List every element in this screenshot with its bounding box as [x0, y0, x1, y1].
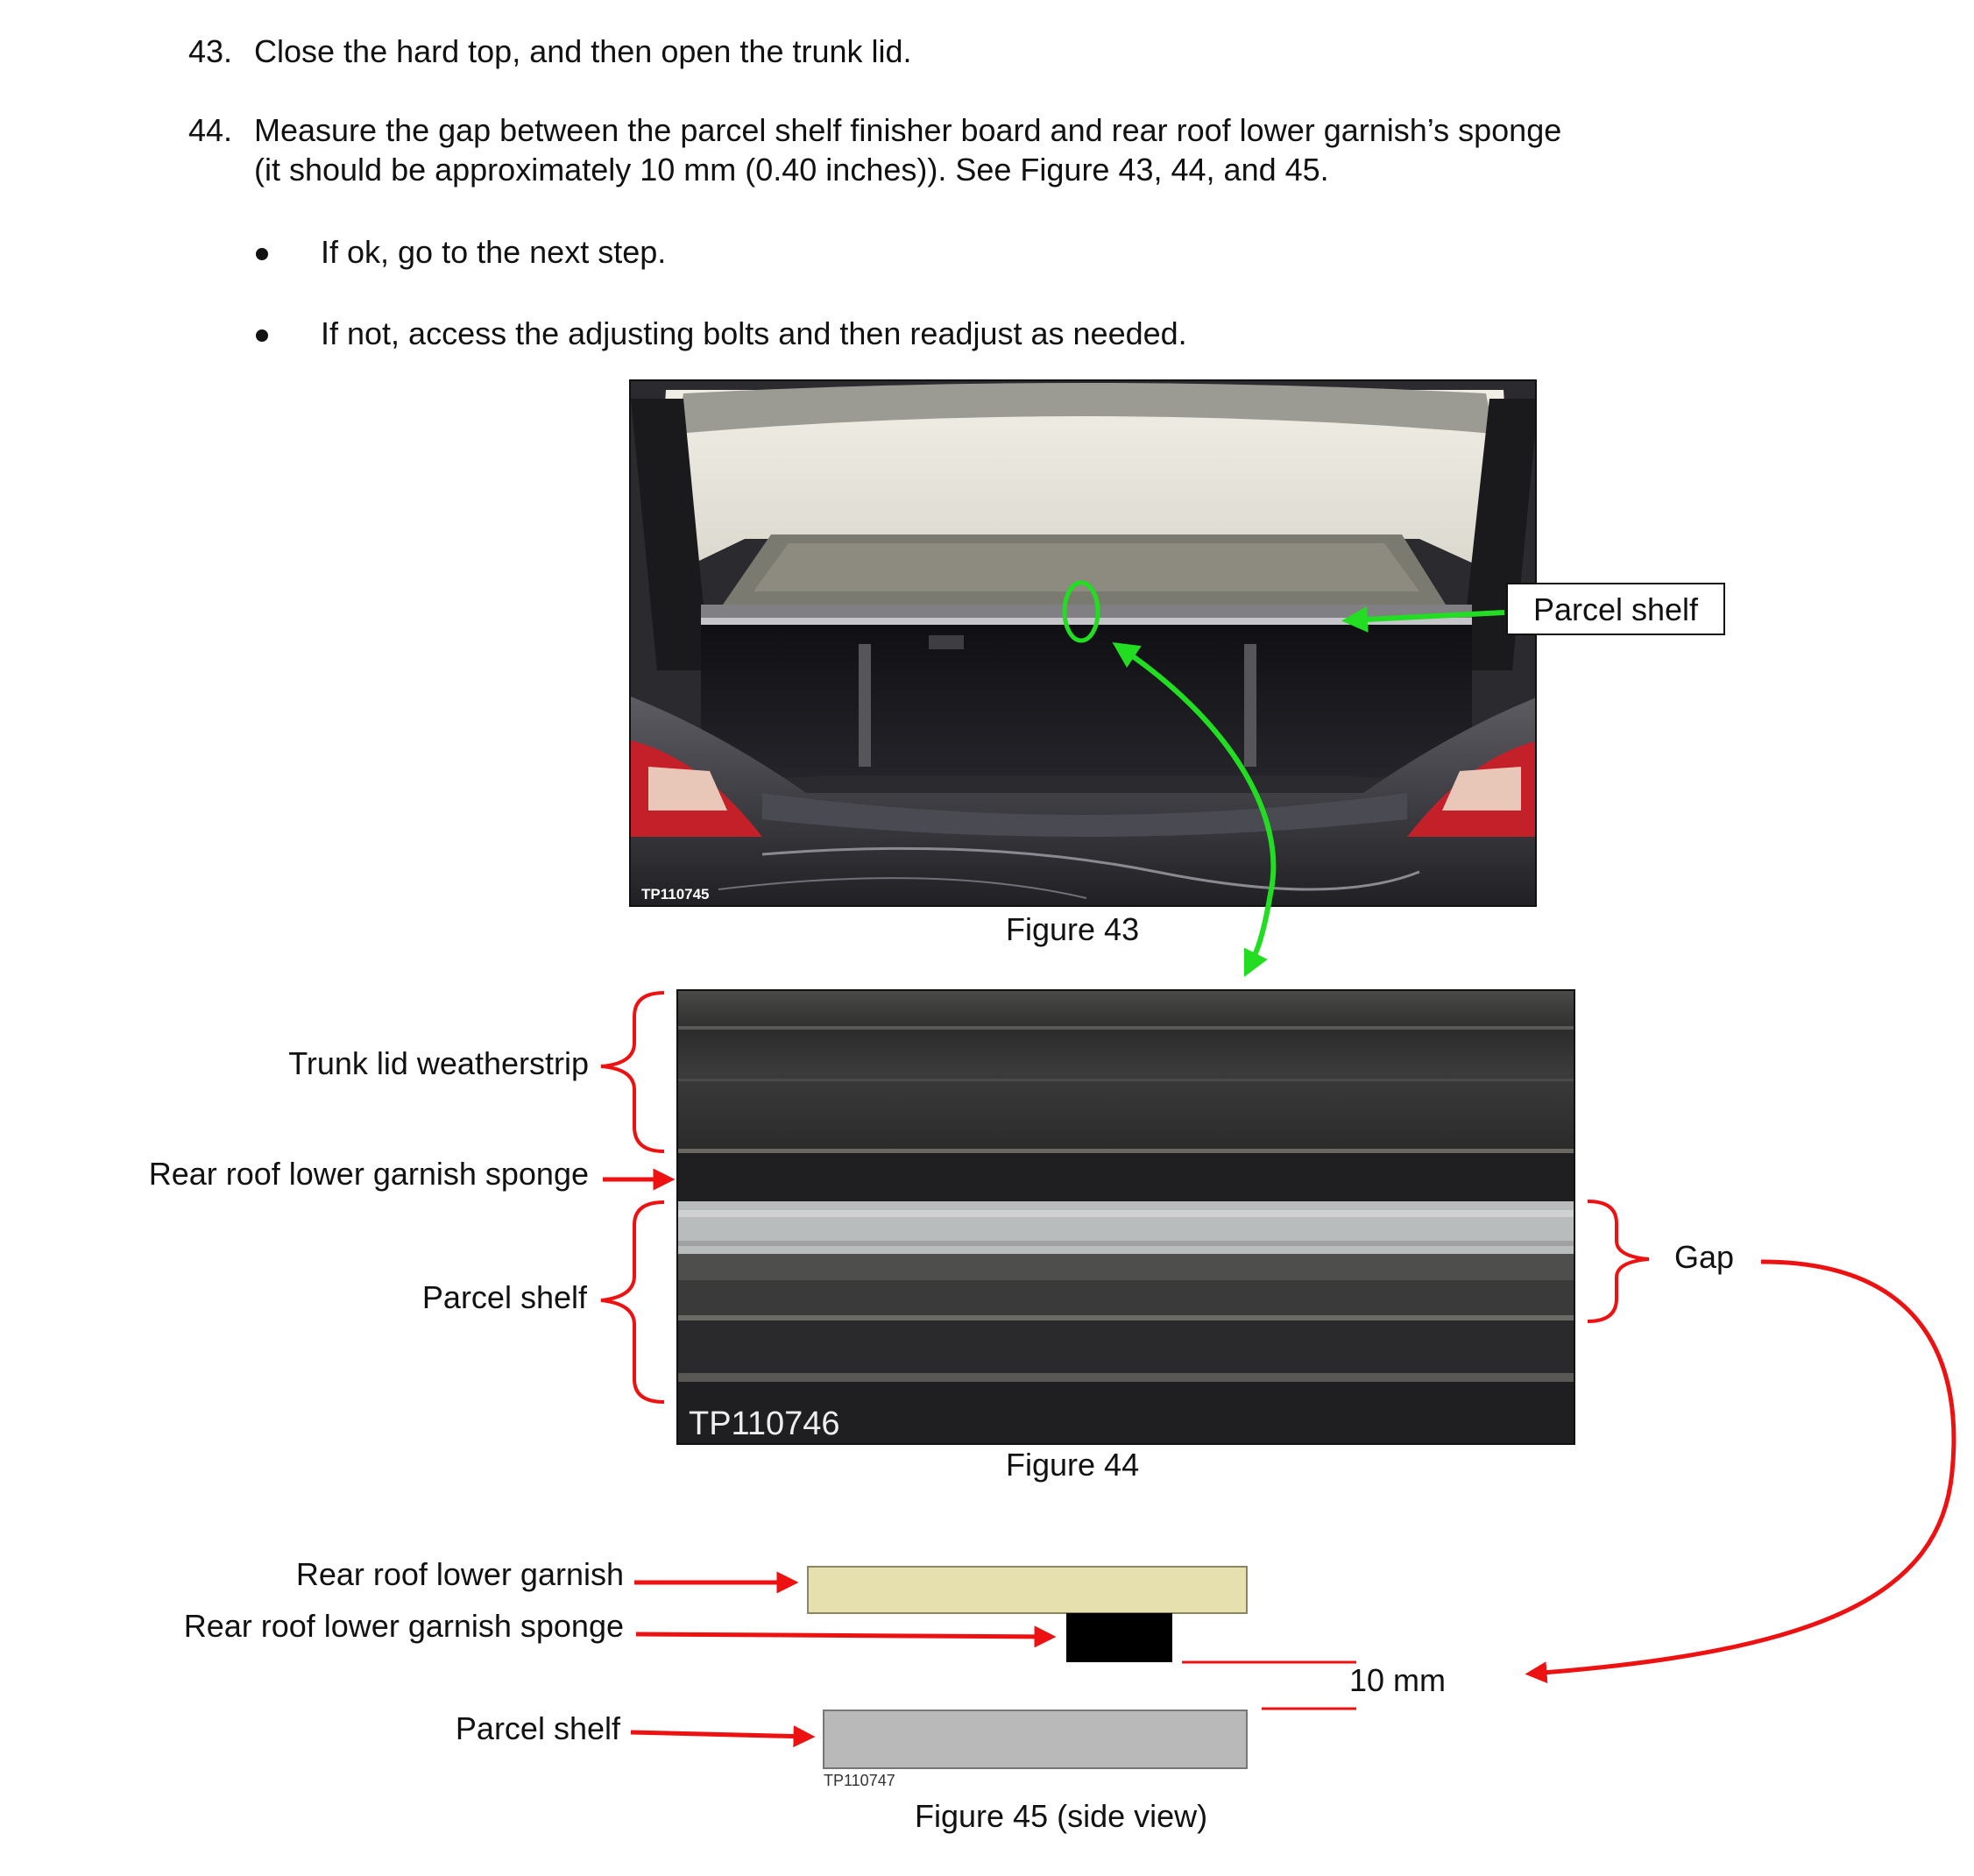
label-garnish: Rear roof lower garnish [295, 1556, 624, 1592]
figure-43-image-id: TP110745 [641, 886, 710, 903]
highlight-circle-icon [1065, 583, 1098, 641]
gap-to-side-view-arrow-icon [1532, 1262, 1954, 1674]
step-44-number: 44. [188, 112, 233, 148]
parcel-shelf-brace-icon [601, 1202, 664, 1402]
step-43-number: 43. [188, 33, 233, 69]
sponge-side-arrow-icon [636, 1634, 1050, 1637]
figure-43-caption: Figure 43 [1006, 911, 1140, 947]
figure-43-callout-label: Parcel shelf [1532, 591, 1699, 627]
label-gap: Gap [1674, 1239, 1735, 1275]
label-parcel-shelf-fig45: Parcel shelf [455, 1710, 620, 1746]
figure-45-image-id: TP110747 [824, 1772, 895, 1789]
parcel-shelf-side-arrow-icon [631, 1732, 809, 1737]
zoom-arrow-icon [1119, 647, 1273, 970]
step-43-text: Close the hard top, and then open the trunk lid. [254, 33, 912, 69]
label-10mm: 10 mm [1349, 1662, 1447, 1698]
label-trunk-lid-weatherstrip: Trunk lid weatherstrip [288, 1045, 589, 1081]
figure-44-caption: Figure 44 [1006, 1447, 1140, 1483]
label-parcel-shelf-fig44: Parcel shelf [421, 1279, 587, 1315]
bullet-text: If ok, go to the next step. [321, 234, 667, 270]
figure-44-image-id: TP110746 [689, 1405, 840, 1442]
label-sponge-fig45: Rear roof lower garnish sponge [183, 1608, 624, 1644]
step-44-text-line1: Measure the gap between the parcel shelf finisher board and rear roof lower garnish’s sponge [254, 112, 1562, 148]
gap-brace-icon [1588, 1201, 1649, 1321]
step-44-text-line2: (it should be approximately 10 mm (0.40 inches)). See Figure 43, 44, and 45. [254, 152, 1329, 188]
figure-45-caption: Figure 45 (side view) [915, 1798, 1208, 1834]
parcel-shelf-arrow-icon [1349, 612, 1504, 620]
weatherstrip-brace-icon [601, 993, 664, 1151]
bullet-text: If not, access the adjusting bolts and then readjust as needed. [321, 315, 1187, 351]
label-sponge-fig44: Rear roof lower garnish sponge [148, 1156, 589, 1192]
